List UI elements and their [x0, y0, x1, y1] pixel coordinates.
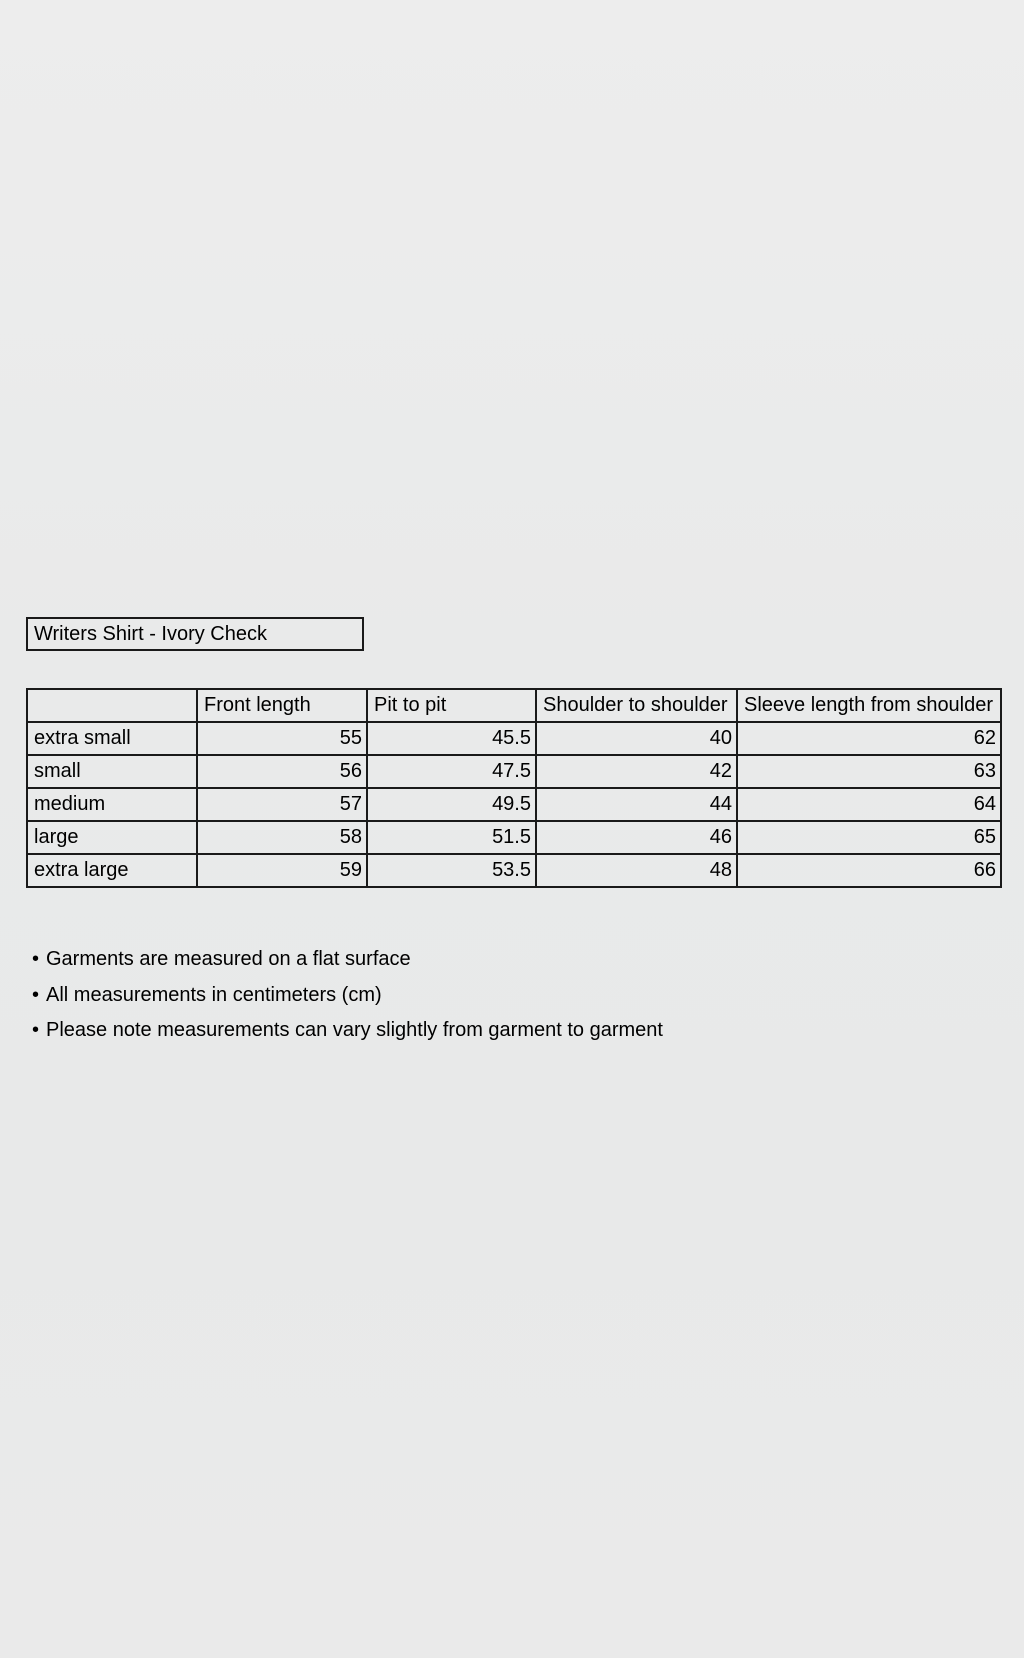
- sleeve-length-value: 66: [737, 854, 1001, 887]
- shoulder-value: 46: [536, 821, 737, 854]
- header-cell-empty: [27, 689, 197, 722]
- table-row: [27, 722, 1001, 755]
- product-title: Writers Shirt - Ivory Check: [26, 617, 364, 651]
- front-length-value: 57: [197, 788, 367, 821]
- front-length-value: 59: [197, 854, 367, 887]
- note-item: [32, 1013, 663, 1049]
- shoulder-value: 42: [536, 755, 737, 788]
- table-row: [27, 755, 1001, 788]
- table-row: [27, 854, 1001, 887]
- size-chart-table: [26, 688, 1002, 888]
- size-label: extra small: [27, 722, 197, 755]
- shoulder-value: 40: [536, 722, 737, 755]
- header-shoulder-to-shoulder: Shoulder to shoulder: [536, 689, 737, 722]
- pit-to-pit-value: 53.5: [367, 854, 536, 887]
- bullet-icon: •: [32, 983, 40, 1006]
- note-text: Garments are measured on a flat surface: [46, 948, 411, 970]
- sleeve-length-value: 62: [737, 722, 1001, 755]
- pit-to-pit-value: 51.5: [367, 821, 536, 854]
- sleeve-length-value: 65: [737, 821, 1001, 854]
- table-row: [27, 821, 1001, 854]
- sleeve-length-value: 63: [737, 755, 1001, 788]
- size-label: medium: [27, 788, 197, 821]
- front-length-value: 56: [197, 755, 367, 788]
- pit-to-pit-value: 47.5: [367, 755, 536, 788]
- size-label: extra large: [27, 854, 197, 887]
- note-text: Please note measurements can vary slightly from garment to garment: [46, 1019, 663, 1041]
- pit-to-pit-value: 49.5: [367, 788, 536, 821]
- bullet-icon: •: [32, 1019, 40, 1041]
- note-text: All measurements in centimeters (cm): [46, 983, 382, 1006]
- header-pit-to-pit: Pit to pit: [367, 689, 536, 722]
- shoulder-value: 48: [536, 854, 737, 887]
- bullet-icon: •: [32, 948, 40, 970]
- measurement-notes: [32, 942, 663, 1049]
- shoulder-value: 44: [536, 788, 737, 821]
- front-length-value: 55: [197, 722, 367, 755]
- header-sleeve-length: Sleeve length from shoulder: [737, 689, 1001, 722]
- table-header-row: [27, 689, 1001, 722]
- sleeve-length-value: 64: [737, 788, 1001, 821]
- size-label: small: [27, 755, 197, 788]
- pit-to-pit-value: 45.5: [367, 722, 536, 755]
- note-item: [32, 942, 663, 978]
- table-row: [27, 788, 1001, 821]
- note-item: [32, 978, 663, 1014]
- size-label: large: [27, 821, 197, 854]
- header-front-length: Front length: [197, 689, 367, 722]
- front-length-value: 58: [197, 821, 367, 854]
